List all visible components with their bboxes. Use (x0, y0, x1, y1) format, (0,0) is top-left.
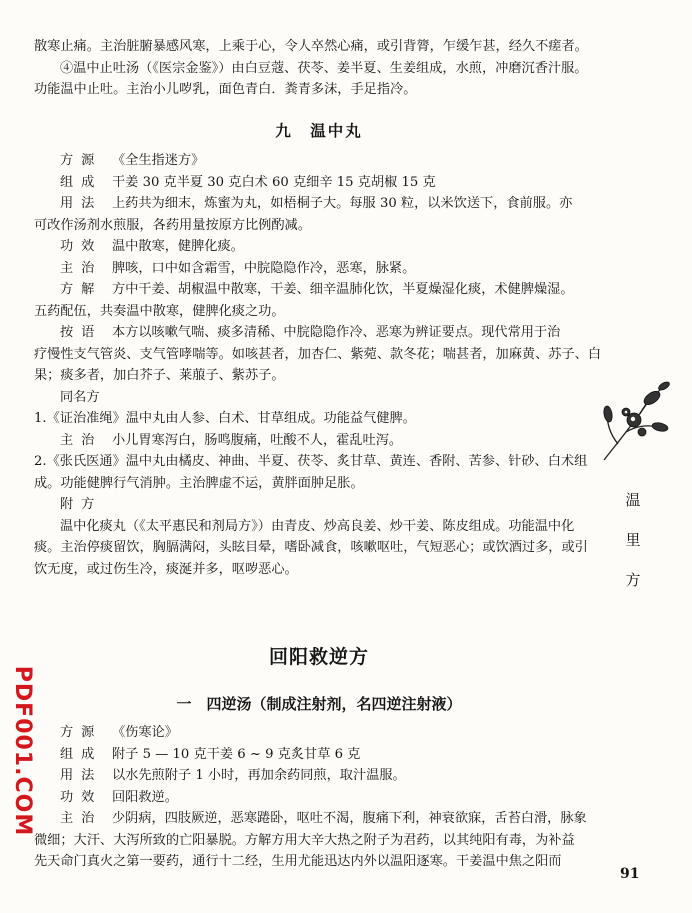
text-line: 先天命门真火之第一要药，通行十二经，生用尤能迅达内外以温阳逐寒。干姜温中焦之阳而 (34, 854, 562, 869)
text-line: 功能温中止吐。主治小儿哕乳，面色青白．粪青多沫，手足指冷。 (34, 82, 417, 97)
plant-illustration (596, 372, 670, 468)
section-1-body (34, 722, 604, 873)
text-line: 饮无度，或过伤生冷，痰涎并多，呕哕恶心。 (34, 561, 298, 577)
field-label: 组成 (60, 746, 103, 762)
text-line: 微细；大汗、大泻所致的亡阳暴脱。方解方用大辛大热之附子为君药，以其纯阳有毒，为补益 (34, 832, 575, 848)
section-heading: 一 四逆汤（制成注射剂，名四逆注射液） (176, 695, 462, 713)
field-row (34, 765, 604, 787)
field-row (34, 258, 604, 280)
field-row (34, 808, 604, 830)
field-label: 方解 (60, 282, 103, 297)
subheading: 同名方 (60, 389, 100, 405)
section-heading: 九 温中丸 (275, 122, 363, 140)
text-line: 1.《证治准绳》温中丸由人参、白术、甘草组成。功能益气健脾。 (34, 411, 416, 426)
page-number: 91 (620, 866, 640, 882)
text-line: 2.《张氏医通》温中丸由橘皮、神曲、半夏、茯苓、炙甘草、黄连、香附、苦参、针砂、白术组 (34, 454, 588, 469)
field-label: 附方 (60, 497, 103, 512)
text-line: 成。功能健脾行气消肿。主治脾虚不运，黄胖面肿足胀。 (34, 475, 364, 491)
field-row (34, 787, 604, 809)
field-value: 以水先煎附子 1 小时，再加余药同煎，取汁温服。 (112, 768, 406, 783)
field-label: 用法 (60, 768, 103, 783)
field-row (34, 172, 604, 194)
field-label: 主治 (60, 811, 103, 826)
text-line: 可改作汤剂水煎服，各药用量按原方比例酌减。 (34, 217, 311, 233)
side-chapter-title (621, 480, 645, 600)
section-9-body (34, 150, 604, 580)
field-value: 本方以咳嗽气喘、痰多清稀、中脘隐隐作冷、恶寒为辨证要点。现代常用于治 (112, 325, 561, 340)
text-line: 痰。主治停痰留饮，胸膈满闷，头眩目晕，嗜卧减食，咳嗽呕吐，气短恶心；或饮酒过多，或引 (34, 540, 588, 555)
field-value: 干姜 30 克半夏 30 克白术 60 克细辛 15 克胡椒 15 克 (112, 174, 436, 190)
field-label: 组成 (60, 174, 103, 190)
field-value: 附子 5 — 10 克干姜 6 ~ 9 克炙甘草 6 克 (112, 746, 361, 762)
watermark-text: PDF001.COM (10, 665, 35, 837)
field-value: 《全生指迷方》 (112, 153, 205, 168)
field-row (34, 236, 604, 258)
side-char: 方 (625, 571, 641, 589)
text-line: 温中化痰丸（《太平惠民和剂局方》）由青皮、炒高良姜、炒干姜、陈皮组成。功能温中化 (60, 518, 575, 534)
field-value: 温中散寒，健脾化痰。 (112, 239, 244, 254)
field-row (34, 279, 604, 301)
field-row (34, 193, 604, 215)
side-char: 温 (625, 491, 641, 509)
field-value: 脾咳，口中如含霜雪，中脘隐隐作冷，恶寒，脉紧。 (112, 260, 416, 276)
field-label: 方源 (60, 725, 103, 740)
text-line: ④温中止吐汤（《医宗金鉴》）由白豆蔻、茯苓、姜半夏、生姜组成，水煎，冲磨沉香汁服。 (60, 60, 588, 76)
text-line: 五药配伍，共奏温中散寒，健脾化痰之功。 (34, 303, 285, 319)
field-row (34, 150, 604, 172)
field-label: 功效 (60, 789, 103, 805)
field-value: 方中干姜、胡椒温中散寒，干姜、细辛温肺化饮，半夏燥湿化痰，术健脾燥湿。 (112, 282, 574, 297)
field-row (34, 322, 604, 344)
field-label: 用法 (60, 196, 103, 211)
text-line: 果；痰多者，加白芥子、莱菔子、紫苏子。 (34, 368, 285, 383)
field-label: 方源 (60, 153, 103, 168)
field-value: 小儿胃寒泻白，肠鸣腹痛，吐酸不人，霍乱吐泻。 (112, 432, 403, 448)
field-label: 功效 (60, 239, 103, 254)
side-char: 里 (625, 531, 641, 549)
field-row (34, 722, 604, 744)
field-value: 回阳救逆。 (112, 789, 178, 805)
field-label: 主治 (60, 260, 103, 276)
field-label: 按语 (60, 325, 103, 340)
field-label: 主治 (60, 432, 103, 448)
field-row (34, 430, 604, 452)
text-line: 散寒止痛。主治脏腑暴感风寒，上乘于心，令人卒然心痛，或引背膂，乍缓乍甚，经久不瘥者。 (34, 39, 588, 54)
chapter-heading: 回阳救逆方 (268, 646, 369, 668)
top-block (34, 36, 604, 101)
field-value: 上药共为细末，炼蜜为丸，如梧桐子大。每服 30 粒，以米饮送下，食前服。亦 (112, 196, 573, 211)
field-value: 少阴病，四肢厥逆，恶寒踡卧，呕吐不渴，腹痛下利，神衰欲寐，舌苔白滑，脉象 (112, 811, 587, 826)
field-row (34, 494, 604, 516)
field-row (34, 744, 604, 766)
text-line: 疗慢性支气管炎、支气管哮喘等。如咳甚者，加杏仁、紫菀、款冬花；喘甚者，加麻黄、苏子、白 (34, 346, 602, 362)
field-value: 《伤寒论》 (112, 725, 178, 740)
watermark (2, 650, 42, 850)
